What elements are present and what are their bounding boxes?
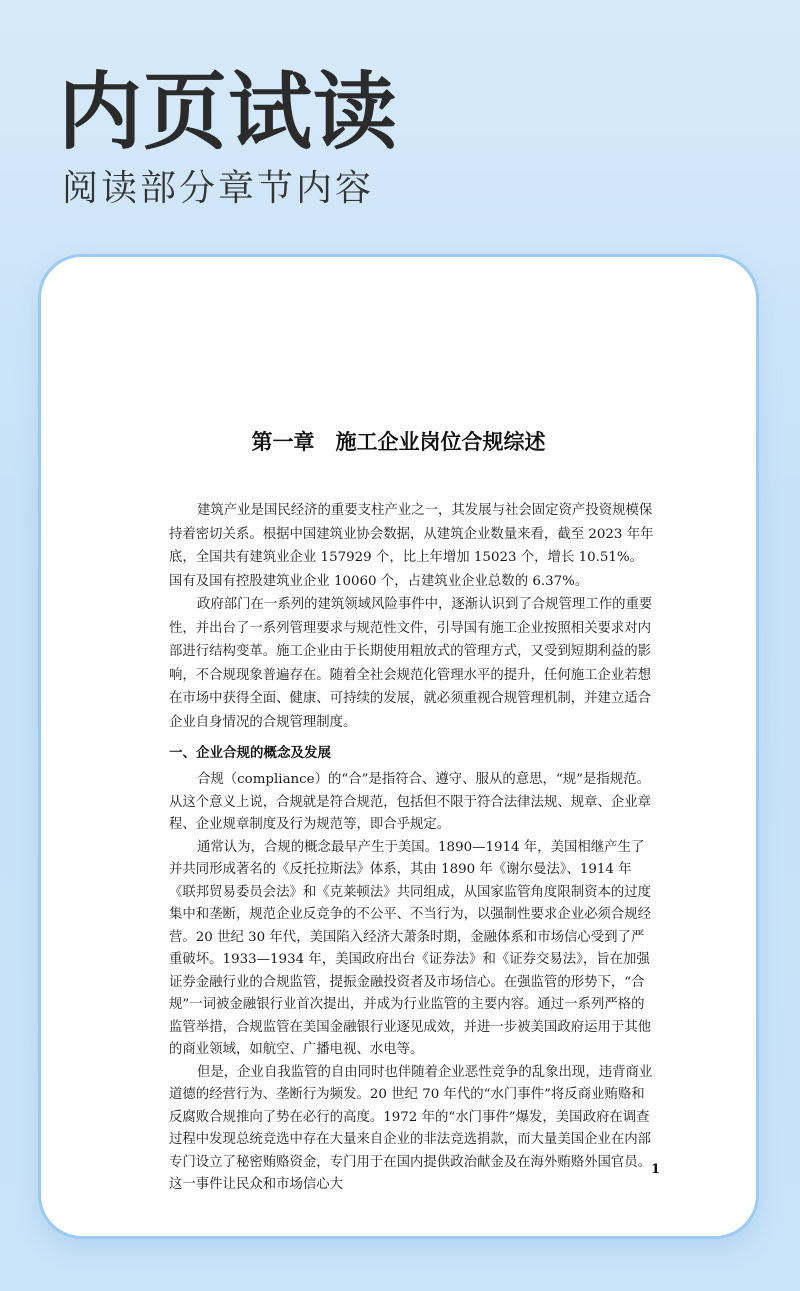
banner-subtitle: 阅读部分章节内容	[62, 168, 375, 209]
chapter-title: 第一章 施工企业岗位合规综述	[251, 429, 546, 454]
paragraph: 建筑产业是国民经济的重要支柱产业之一，其发展与社会固定资产投资规模保持着密切关系。根据中国建筑业协会数据，从建筑企业数量来看，截至 2023 年年底，全国共有建筑业企业 157929 个，比上年增加 15023 个，增长 10.51%。国有及国有控股建筑业企业 10060 个，占建筑业企业总数的 6.37%。	[169, 503, 654, 589]
book-page-preview	[38, 254, 759, 1239]
intro-block	[169, 499, 655, 734]
paragraph: 合规（compliance）的“合”是指符合、遵守、服从的意思，“规”是指规范。从这个意义上说，合规就是符合规范，包括但不限于符合法律法规、规章、企业章程、企业规章制度及行为规范等，即合乎规定。	[169, 772, 652, 832]
section-heading: 一、企业合规的概念及发展	[169, 745, 331, 761]
paragraph: 通常认为，合规的概念最早产生于美国。1890—1914 年，美国相继产生了并共同形成著名的《反托拉斯法》体系，其由 1890 年《谢尔曼法》、1914 年《联邦贸易委员会法》和《克莱顿法》共同组成，从国家监管角度限制资本的过度集中和垄断，规范企业反竞争的不公平、不当行为，以强制性要求企业必须合规经营。20 世纪 30 年代，美国陷入经济大萧条时期，金融体系和市场信心受到了严重破坏。1933—1934 年，美国政府出台《证券法》和《证券交易法》，旨在加强证券金融行业的合规监管，提振金融投资者及市场信心。在强监管的形势下，“合规”一词被金融银行业首次提出，并成为行业监管的主要内容。通过一系列严格的监管举措，合规监管在美国金融银行业逐见成效，并进一步被美国政府运用于其他的商业领域，如航空、广播电视、水电等。	[169, 839, 652, 1057]
paragraph: 政府部门在一系列的建筑领域风险事件中，逐渐认识到了合规管理工作的重要性，并出台了一系列管理要求与规范性文件，引导国有施工企业按照相关要求对内部进行结构变革。施工企业由于长期使用粗放式的管理方式，又受到短期利益的影响，不合规现象普遍存在。随着全社会规范化管理水平的提升，任何施工企业若想在市场中获得全面、健康、可持续的发展，就必须重视合规管理机制，并建立适合企业自身情况的合规管理制度。	[169, 597, 653, 730]
page-number: 1	[651, 1162, 661, 1177]
paragraph: 但是，企业自我监管的自由同时也伴随着企业恶性竞争的乱象出现，违背商业道德的经营行为、垄断行为频发。20 世纪 70 年代的“水门事件”将反商业贿赂和反腐败合规推向了势在必行的高度。1972 年的“水门事件”爆发，美国政府在调查过程中发现总统竞选中存在大量来自企业的非法竞选捐款，而大量美国企业在内部专门设立了秘密贿赂资金，专门用于在国内提供政治献金及在海外贿赂外国官员。这一事件让民众和市场信心大	[169, 1064, 653, 1192]
banner-title: 内页试读	[58, 63, 399, 161]
section-block	[169, 769, 655, 1197]
